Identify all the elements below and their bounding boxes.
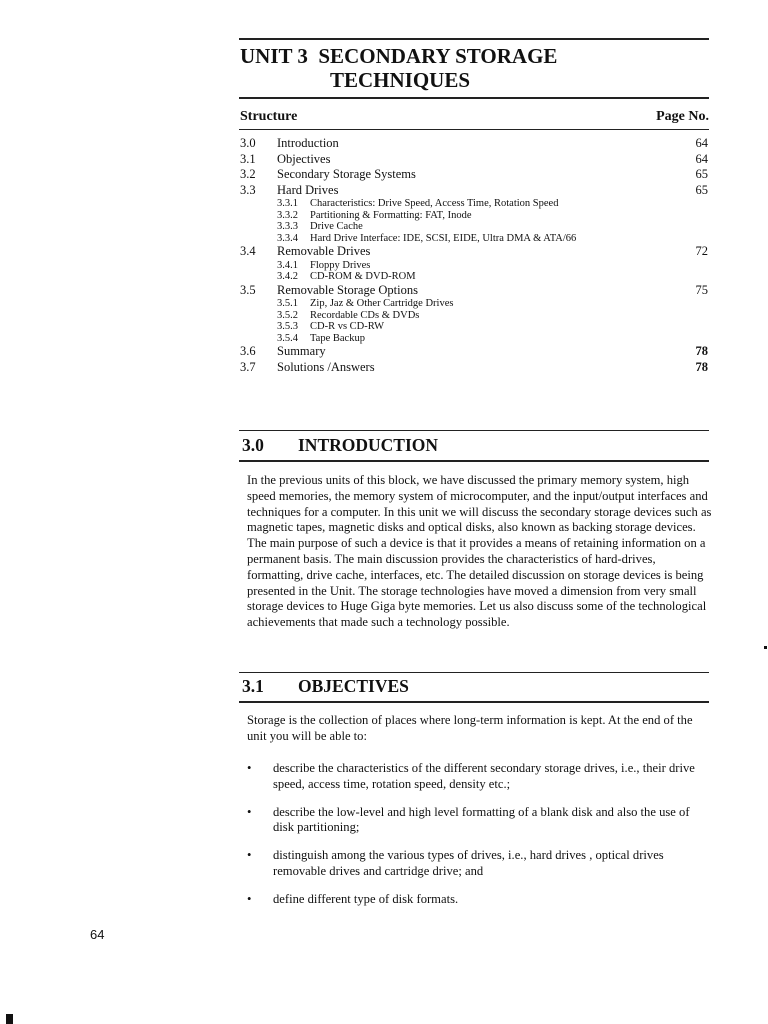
- list-item-text: describe the characteristics of the different secondary storage drives, i.e., their drive speed, access time, rotation speed, density etc.;: [273, 761, 695, 791]
- toc-page: 75: [695, 282, 708, 297]
- structure-rule: [239, 129, 709, 130]
- toc-page: 78: [695, 344, 708, 358]
- toc-title: Removable Drives: [277, 244, 371, 258]
- toc-entry[interactable]: [240, 344, 708, 360]
- toc-number: 3.5.1: [277, 298, 298, 309]
- introduction-heading: [242, 435, 438, 456]
- bullet-icon: •: [247, 761, 252, 775]
- unit-title-line1: UNIT 3 SECONDARY STORAGE: [240, 44, 558, 68]
- list-item: [247, 805, 712, 837]
- toc-subentry[interactable]: [240, 298, 708, 310]
- toc-subentry[interactable]: [240, 310, 708, 322]
- intro-bottom-rule: [239, 460, 709, 462]
- list-item: [247, 848, 712, 880]
- toc-subentry[interactable]: [240, 260, 708, 272]
- list-item: [247, 761, 712, 793]
- toc-title: CD-ROM & DVD-ROM: [310, 271, 416, 282]
- toc-subentry[interactable]: [240, 271, 708, 283]
- toc-number: 3.5: [240, 282, 256, 297]
- section-number: 3.1: [242, 676, 264, 696]
- toc-title: Solutions /Answers: [277, 359, 375, 374]
- list-item: [247, 892, 712, 908]
- toc-page: 64: [695, 136, 708, 150]
- toc-number: 3.4.1: [277, 259, 298, 271]
- bullet-icon: •: [247, 848, 252, 863]
- toc-subentry[interactable]: [240, 221, 708, 233]
- page-number: 64: [90, 927, 105, 942]
- toc-number: 3.5.3: [277, 321, 298, 332]
- objectives-heading: [242, 676, 409, 697]
- toc-entry[interactable]: [240, 360, 708, 376]
- table-of-contents: [240, 136, 708, 375]
- scan-mark: [764, 646, 767, 649]
- toc-title: Objectives: [277, 151, 331, 166]
- toc-title: Removable Storage Options: [277, 282, 418, 297]
- bullet-icon: •: [247, 804, 252, 819]
- toc-number: 3.4.2: [277, 271, 298, 282]
- toc-entry[interactable]: [240, 167, 708, 183]
- toc-page: 78: [695, 359, 708, 374]
- toc-title: Introduction: [277, 136, 339, 150]
- toc-title: Hard Drives: [277, 182, 339, 197]
- list-item-text: define different type of disk formats.: [273, 891, 459, 906]
- objectives-bottom-rule: [239, 701, 709, 703]
- toc-entry[interactable]: [240, 152, 708, 168]
- toc-page: 64: [695, 151, 708, 166]
- toc-title: Drive Cache: [310, 221, 363, 232]
- toc-number: 3.6: [240, 344, 256, 358]
- toc-subentry[interactable]: [240, 233, 708, 245]
- toc-entry[interactable]: [240, 183, 708, 199]
- toc-title: Secondary Storage Systems: [277, 167, 416, 181]
- toc-subentry[interactable]: [240, 321, 708, 333]
- page-no-label: Page No.: [656, 109, 709, 124]
- toc-title: Zip, Jaz & Other Cartridge Drives: [310, 298, 454, 309]
- section-title: INTRODUCTION: [298, 435, 439, 455]
- toc-title: Hard Drive Interface: IDE, SCSI, EIDE, Ultra DMA & ATA/66: [310, 232, 577, 244]
- toc-page: 72: [695, 244, 708, 258]
- toc-title: CD-R vs CD-RW: [310, 321, 385, 332]
- toc-page: 65: [695, 167, 708, 181]
- introduction-paragraph: In the previous units of this block, we have discussed the primary memory system, high speed memories, the memory system of microcomputer, and the input/output interfaces and techniques for a computer. In this unit we will discuss the secondary storage devices such as magnetic tapes, magnetic disks and optical disks, also known as backing storage devices. The main purpose of such a device is that it provides a means of retaining information on a permanent basis. The main discussion provides the characteristics of hard-drives, formatting, drive cache, interfaces, etc. The detailed discussion on storage devices is being presented in the Unit. The storage technologies have moved a dimension from very small storage devices to Huge Giga byte memories. Let us also discuss some of the technological achievements that made such a technology possible.: [247, 473, 712, 630]
- objectives-intro: Storage is the collection of places where long-term information is kept. At the end of the unit you will be able to:: [247, 713, 693, 743]
- toc-number: 3.2: [240, 167, 256, 181]
- bullet-icon: •: [247, 891, 252, 906]
- section-title: OBJECTIVES: [298, 676, 409, 696]
- toc-entry[interactable]: [240, 244, 708, 260]
- toc-title: Characteristics: Drive Speed, Access Time, Rotation Speed: [310, 198, 559, 209]
- toc-title: Recordable CDs & DVDs: [310, 309, 420, 321]
- toc-number: 3.3.1: [277, 198, 298, 209]
- unit-title: [240, 44, 557, 92]
- toc-subentry[interactable]: [240, 198, 708, 210]
- top-rule: [239, 38, 709, 40]
- toc-page: 65: [695, 182, 708, 197]
- toc-number: 3.1: [240, 151, 256, 166]
- objectives-list: [247, 761, 712, 920]
- unit-title-line2: TECHNIQUES: [330, 68, 471, 92]
- toc-subentry[interactable]: [240, 333, 708, 345]
- toc-number: 3.3.3: [277, 221, 298, 232]
- toc-title: Summary: [277, 344, 326, 358]
- scan-mark: [6, 1014, 13, 1024]
- structure-header: [240, 109, 709, 125]
- toc-number: 3.3.4: [277, 232, 298, 244]
- toc-entry[interactable]: [240, 283, 708, 299]
- list-item-text: distinguish among the various types of drives, i.e., hard drives , optical drives removable drives and cartridge drive; and: [273, 848, 664, 878]
- toc-number: 3.3: [240, 182, 256, 197]
- toc-title: Floppy Drives: [310, 259, 371, 271]
- toc-subentry[interactable]: [240, 210, 708, 222]
- intro-top-rule: [239, 430, 709, 431]
- structure-heading: Structure: [240, 109, 298, 124]
- toc-number: 3.3.2: [277, 209, 298, 221]
- toc-number: 3.5.4: [277, 332, 298, 344]
- list-item-text: describe the low-level and high level formatting of a blank disk and also the use of disk partitioning;: [273, 804, 690, 835]
- toc-title: Tape Backup: [310, 332, 365, 344]
- toc-number: 3.0: [240, 136, 256, 150]
- toc-number: 3.5.2: [277, 309, 298, 321]
- section-number: 3.0: [242, 435, 264, 455]
- title-rule: [239, 97, 709, 99]
- objectives-top-rule: [239, 672, 709, 673]
- toc-title: Partitioning & Formatting: FAT, Inode: [310, 209, 472, 221]
- toc-entry[interactable]: [240, 136, 708, 152]
- toc-number: 3.4: [240, 244, 256, 258]
- toc-number: 3.7: [240, 359, 256, 374]
